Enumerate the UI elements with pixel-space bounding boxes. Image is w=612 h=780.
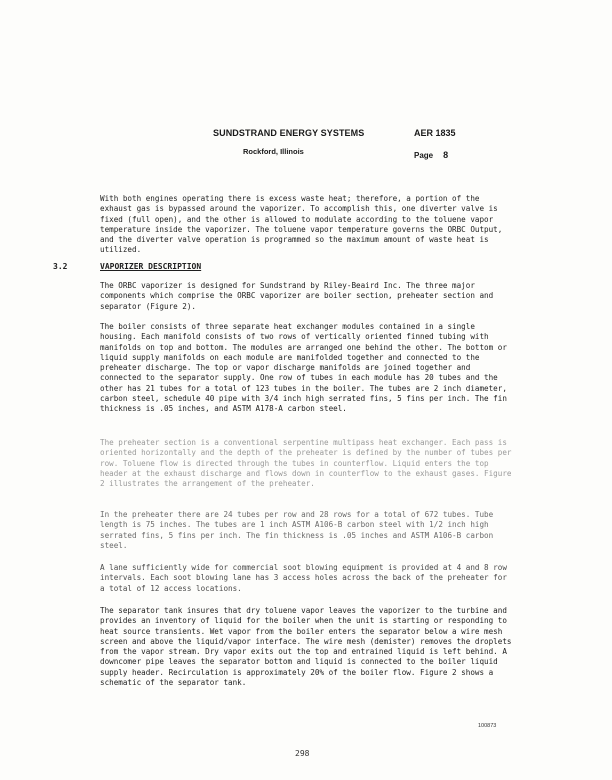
page-indicator [414,150,448,160]
document-number: AER 1835 [414,128,456,138]
paragraph-exhaust-bypass: With both engines operating there is excess waste heat; therefore, a portion of the exhaust gas is bypassed around the vaporizer. To accomplish this, one diverter valve is fixed (full open), and the other is allowed to modulate according to the toluene vapor temperature inside the vaporizer. The toluene vapor temperature governs the ORBC Output, and the diverter valve operation is programmed so the maximum amount of waste heat is utilized. [100,194,503,255]
paragraph-separator: The separator tank insures that dry toluene vapor leaves the vaporizer to the turbine and provides an inventory of liquid for the boiler when the unit is starting or responding to heat source transients. Wet vapor from the boiler enters the separator below a wire mesh screen and above the liquid/vapor interface. The wire mesh (demister) removes the droplets from the vapor stream. Dry vapor exits out the top and entrained liquid is left behind. A downcomer pipe leaves the separator bottom and liquid is connected to the boiler liquid supply header. Recirculation is approximately 20% of the boiler flow. Figure 2 shows a schematic of the separator tank. [100,606,512,688]
section-number: 3.2 [53,262,68,271]
paragraph-soot-blowing: A lane sufficiently wide for commercial soot blowing equipment is provided at 4 and 8 row intervals. Each soot blowing lane has 3 access holes across the back of the preheater for a total of 12 access locations. [100,563,507,593]
page-number: 298 [295,749,310,758]
paragraph-preheater: The preheater section is a conventional serpentine multipass heat exchanger. Each pass is oriented horizontally and the depth of the preheater is defined by the number of tubes per row. Toluene flow is directed through the tubes in counterflow. Liquid enters the top header at the exhaust discharge and flows down in counterflow to the exhaust gases. Figure 2 illustrates the arrangement of the preheater. [100,438,512,489]
page-label: Page [414,151,434,160]
organization-name: SUNDSTRAND ENERGY SYSTEMS [213,128,365,138]
paragraph-vaporizer-overview: The ORBC vaporizer is designed for Sundstrand by Riley-Beaird Inc. The three major components which comprise the ORBC vaporizer are boiler section, preheater section and separator (Figure 2). [100,281,494,311]
paragraph-boiler: The boiler consists of three separate heat exchanger modules contained in a single housing. Each manifold consists of two rows of vertically oriented finned tubing with manifolds on top and bottom. The modules are arranged one behind the other. The bottom or liquid supply manifolds on each module are manifolded together and connected to the preheater discharge. The top or vapor discharge manifolds are joined together and connected to the separator supply. One row of tubes in each module has 20 tubes and the other has 21 tubes for a total of 123 tubes in the boiler. The tubes are 2 inch diameter, carbon steel, schedule 40 pipe with 3/4 inch high serrated fins, 5 fins per inch. The fin thickness is .05 inches, and ASTM A178-A carbon steel. [100,322,507,414]
paragraph-preheater-tubes: In the preheater there are 24 tubes per row and 28 rows for a total of 672 tubes. Tube length is 75 inches. The tubes are 1 inch ASTM A106-B carbon steel with 1/2 inch high serrated fins, 5 fins per inch. The fin thickness is .05 inches and ASTM A106-B carbon steel. [100,510,494,550]
section-title: VAPORIZER DESCRIPTION [100,262,202,271]
organization-city: Rockford, Illinois [243,147,304,156]
figure-id: 100873 [478,723,497,729]
page-value: 8 [443,150,449,160]
